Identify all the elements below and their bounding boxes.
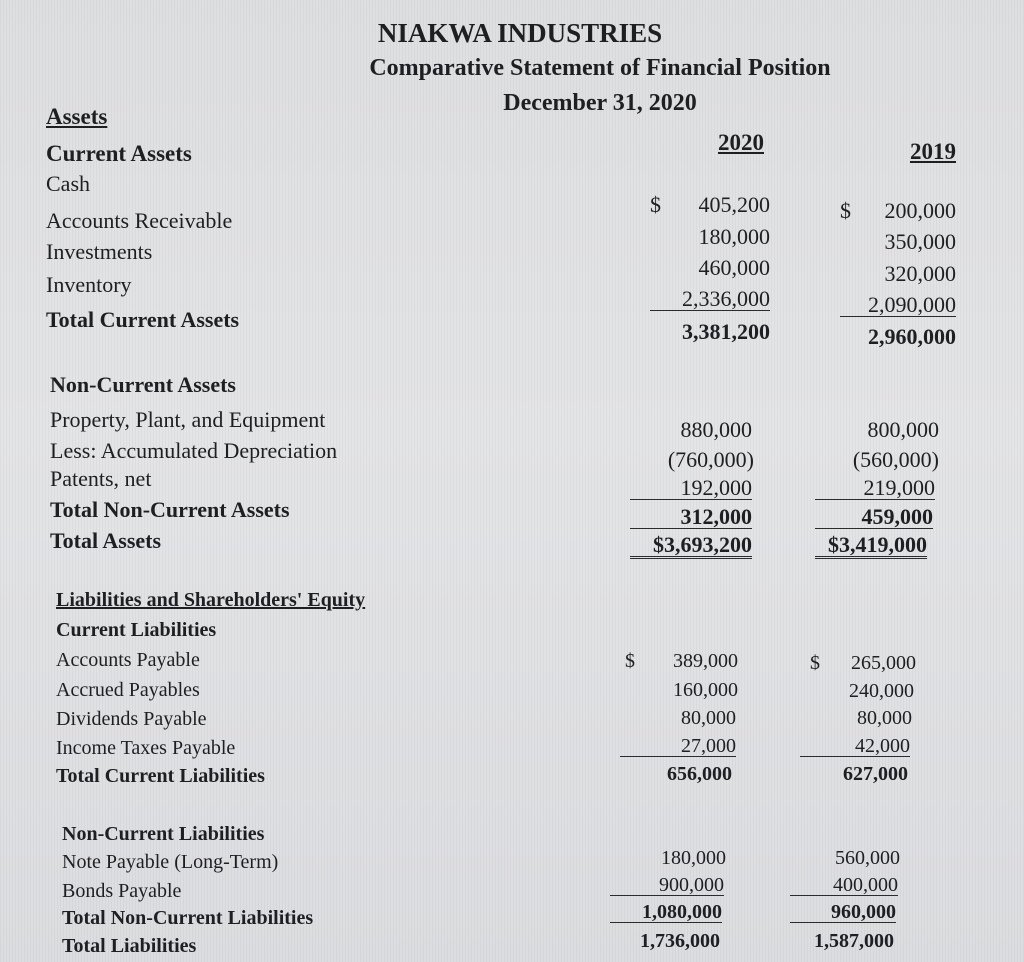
value-2019: 560,000 [835, 847, 900, 869]
value-2019: 265,000 [851, 652, 916, 674]
value-2020: 80,000 [681, 707, 736, 729]
value-2019: 320,000 [884, 261, 956, 286]
value-2020: 160,000 [673, 679, 738, 701]
total-2020: 3,381,200 [682, 319, 770, 344]
noncurrent-assets-heading: Non-Current Assets [50, 372, 236, 397]
liabilities-heading: Liabilities and Shareholders' Equity [56, 589, 366, 611]
total-2019: 960,000 [790, 902, 896, 923]
value-2019: 219,000 [815, 477, 935, 500]
line-label: Bonds Payable [62, 880, 182, 902]
value-2020: 180,000 [661, 847, 726, 869]
value-2019: 240,000 [849, 680, 914, 702]
line-label: Dividends Payable [56, 708, 207, 730]
total-2020: $3,693,200 [630, 534, 752, 559]
noncurrent-liabilities-heading: Non-Current Liabilities [62, 823, 265, 845]
total-2019: $3,419,000 [815, 534, 927, 559]
dollar-sign: $ [840, 198, 851, 223]
line-label: Less: Accumulated Depreciation [50, 438, 338, 463]
statement-date: December 31, 2020 [503, 90, 697, 116]
value-2020: 880,000 [680, 417, 752, 442]
line-label: Investments [46, 239, 153, 264]
statement-title: Comparative Statement of Financial Position [369, 55, 831, 81]
total-2020: 1,736,000 [640, 930, 720, 952]
value-2020: (760,000) [667, 447, 754, 472]
total-2019: 627,000 [843, 763, 908, 785]
line-label: Note Payable (Long-Term) [62, 851, 279, 873]
total-2019: 1,587,000 [814, 930, 894, 952]
value-2020: 900,000 [610, 875, 724, 896]
value-2020: 460,000 [698, 255, 770, 280]
total-label: Total Current Assets [46, 307, 240, 332]
total-2019: 2,960,000 [868, 324, 956, 349]
total-2020: 1,080,000 [610, 902, 722, 923]
total-label: Total Current Liabilities [56, 765, 265, 787]
value-2020: 27,000 [620, 736, 736, 757]
total-2019: 459,000 [815, 506, 933, 529]
value-2019: 400,000 [790, 875, 898, 896]
current-liabilities-heading: Current Liabilities [56, 619, 217, 641]
line-label: Income Taxes Payable [56, 737, 236, 759]
line-label: Inventory [46, 272, 132, 297]
line-label: Patents, net [50, 466, 152, 491]
total-label: Total Liabilities [62, 935, 197, 957]
value-2020: 405,200 [698, 192, 770, 217]
value-2019: 200,000 [884, 198, 956, 223]
total-label: Total Non-Current Liabilities [62, 907, 314, 929]
line-label: Cash [46, 171, 90, 196]
value-2019: 80,000 [857, 707, 912, 729]
value-2020: 2,336,000 [650, 288, 770, 311]
current-assets-heading: Current Assets [46, 141, 192, 166]
value-2020: 192,000 [630, 477, 752, 500]
total-label: Total Non-Current Assets [50, 497, 290, 522]
value-2019: 800,000 [867, 417, 939, 442]
dollar-sign: $ [810, 652, 820, 674]
line-label: Accrued Payables [56, 679, 200, 701]
total-2020: 312,000 [630, 506, 752, 529]
line-label: Property, Plant, and Equipment [50, 407, 326, 432]
column-header-2019: 2019 [910, 139, 956, 164]
value-2019: 350,000 [884, 229, 956, 254]
assets-heading: Assets [46, 104, 108, 129]
value-2020: 180,000 [698, 224, 770, 249]
total-label: Total Assets [50, 528, 162, 553]
company-name: NIAKWA INDUSTRIES [377, 18, 663, 48]
line-label: Accounts Receivable [46, 208, 233, 233]
dollar-sign: $ [625, 650, 635, 672]
value-2019: (560,000) [852, 447, 939, 472]
value-2019: 42,000 [800, 736, 910, 757]
value-2020: 389,000 [673, 650, 738, 672]
line-label: Accounts Payable [56, 649, 200, 671]
value-2019: 2,090,000 [840, 294, 956, 317]
dollar-sign: $ [650, 192, 661, 217]
column-header-2020: 2020 [718, 130, 764, 155]
total-2020: 656,000 [667, 763, 732, 785]
